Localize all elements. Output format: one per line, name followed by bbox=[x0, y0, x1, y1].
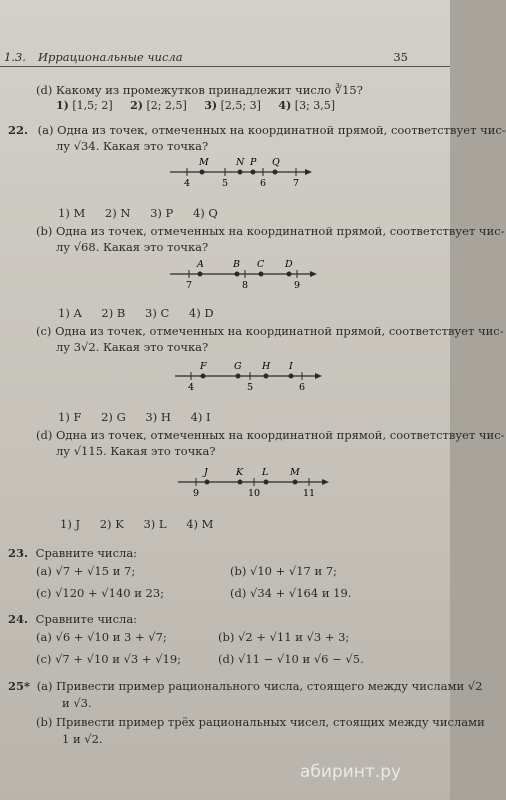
question-text: Одна из точек, отмеченных на координатной прямой, соответствует чис- bbox=[57, 123, 506, 137]
tick-label: 11 bbox=[303, 488, 316, 499]
answer-option: 3) P bbox=[150, 206, 174, 220]
tick-label: 7 bbox=[293, 178, 300, 189]
question-text: (a) Привести пример рационального числа, стоящего между числами √2 bbox=[36, 679, 483, 693]
p23-d: (d) √34 + √164 и 19. bbox=[230, 586, 352, 600]
answer-option: 3) L bbox=[143, 517, 167, 531]
answer-option: 4) M bbox=[186, 517, 214, 531]
number-line-22b bbox=[0, 256, 450, 294]
prev-d-question bbox=[36, 83, 363, 97]
question-text: Одна из точек, отмеченных на координатной прямой, соответствует чис- bbox=[56, 428, 505, 442]
p23-c: (c) √120 + √140 и 23; bbox=[36, 586, 165, 600]
answer-num: 4) bbox=[278, 99, 292, 112]
tick-label: 4 bbox=[188, 382, 195, 393]
p23-title bbox=[8, 546, 137, 560]
answer-option: 4) Q bbox=[192, 206, 218, 220]
number-line-22a bbox=[0, 154, 450, 192]
answer-option: 4) I bbox=[190, 410, 211, 424]
prev-d-answers bbox=[56, 99, 335, 112]
point-label: B bbox=[233, 259, 240, 270]
p22-d-line2: лу √115. Какая это точка? bbox=[56, 444, 216, 458]
answer-option: 2) K bbox=[99, 517, 124, 531]
p23-b: (b) √10 + √17 и 7; bbox=[230, 564, 338, 578]
section-number: 1.3. bbox=[4, 50, 26, 64]
question-text: Одна из точек, отмеченных на координатной прямой, соответствует чис- bbox=[56, 224, 505, 238]
question-text: Сравните числа: bbox=[35, 612, 138, 626]
problem-number: 25* bbox=[8, 679, 31, 693]
p22-b-line1 bbox=[36, 224, 505, 238]
tick-label: 5 bbox=[247, 382, 254, 393]
problem-number: 23. bbox=[8, 546, 29, 560]
point-label: M bbox=[199, 157, 209, 168]
p22-c-line2: лу 3√2. Какая это точка? bbox=[56, 340, 209, 354]
answer-option: [2; 2,5] bbox=[146, 99, 187, 112]
answer-option: [1,5; 2] bbox=[72, 99, 113, 112]
tick-label: 10 bbox=[248, 488, 261, 499]
point-label: N bbox=[236, 157, 245, 168]
point-label: F bbox=[200, 361, 207, 372]
question-text: Какому из промежутков принадлежит число ∛15? bbox=[56, 83, 363, 97]
p22-a-line2: лу √34. Какая это точка? bbox=[56, 139, 209, 153]
p24-d: (d) √11 − √10 и √6 − √5. bbox=[218, 652, 364, 666]
tick-label: 9 bbox=[294, 280, 301, 291]
p24-b: (b) √2 + √11 и √3 + 3; bbox=[218, 630, 350, 644]
p22-c-line1 bbox=[36, 324, 504, 338]
page-number: 35 bbox=[393, 50, 408, 64]
problem-number: 24. bbox=[8, 612, 29, 626]
problem-number: 22. bbox=[8, 123, 29, 137]
item-label: (b) bbox=[36, 224, 53, 238]
p22-d-answers bbox=[60, 517, 213, 531]
p22-a-line1 bbox=[8, 123, 506, 137]
answer-option: 1) A bbox=[58, 306, 82, 320]
section-title: Иррациональные числа bbox=[38, 50, 183, 64]
item-label: (d) bbox=[36, 83, 53, 97]
point-label: L bbox=[262, 467, 269, 478]
p24-title bbox=[8, 612, 137, 626]
answer-option: [2,5; 3] bbox=[220, 99, 261, 112]
answer-num: 3) bbox=[204, 99, 218, 112]
number-line-22c bbox=[0, 358, 450, 396]
point-label: G bbox=[234, 361, 242, 372]
question-text: Сравните числа: bbox=[35, 546, 138, 560]
watermark-logo bbox=[300, 762, 401, 782]
p22-d-line1 bbox=[36, 428, 505, 442]
p25-b-line1: (b) Привести пример трёх рациональных чисел, стоящих между числами bbox=[36, 715, 485, 729]
question-text: Одна из точек, отмеченных на координатной прямой, соответствует чис- bbox=[55, 324, 504, 338]
answer-option: 3) C bbox=[145, 306, 170, 320]
answer-option: 1) J bbox=[60, 517, 81, 531]
answer-option: 2) G bbox=[101, 410, 126, 424]
p23-a: (a) √7 + √15 и 7; bbox=[36, 564, 136, 578]
answer-option: 1) F bbox=[58, 410, 82, 424]
answer-num: 2) bbox=[130, 99, 143, 112]
point-label: P bbox=[250, 157, 257, 168]
p25-a-line2: и √3. bbox=[62, 696, 92, 710]
answer-option: 2) N bbox=[104, 206, 131, 220]
point-label: I bbox=[289, 361, 293, 372]
item-label: (a) bbox=[37, 123, 54, 137]
number-line-22d bbox=[0, 462, 450, 502]
point-label: Q bbox=[272, 157, 280, 168]
p24-a: (a) √6 + √10 и 3 + √7; bbox=[36, 630, 167, 644]
answer-option: 1) M bbox=[58, 206, 86, 220]
answer-option: [3; 3,5] bbox=[294, 99, 336, 112]
p22-a-answers bbox=[58, 206, 218, 220]
tick-label: 6 bbox=[260, 178, 267, 189]
p22-c-answers bbox=[58, 410, 211, 424]
p25-b-line2: 1 и √2. bbox=[62, 732, 103, 746]
point-label: M bbox=[290, 467, 300, 478]
answer-option: 3) H bbox=[145, 410, 171, 424]
tick-label: 6 bbox=[299, 382, 306, 393]
point-label: K bbox=[236, 467, 244, 478]
tick-label: 5 bbox=[222, 178, 229, 189]
tick-label: 8 bbox=[242, 280, 249, 291]
page-header bbox=[0, 44, 450, 67]
point-label: D bbox=[285, 259, 293, 270]
answer-option: 4) D bbox=[188, 306, 214, 320]
p25-a-line1 bbox=[8, 679, 482, 693]
p22-b-answers bbox=[58, 306, 214, 320]
tick-label: 4 bbox=[184, 178, 191, 189]
p24-c: (c) √7 + √10 и √3 + √19; bbox=[36, 652, 182, 666]
item-label: (c) bbox=[36, 324, 52, 338]
watermark-text: абиринт.ру bbox=[300, 762, 402, 782]
item-label: (d) bbox=[36, 428, 53, 442]
tick-label: 7 bbox=[186, 280, 193, 291]
answer-num: 1) bbox=[56, 99, 69, 112]
answer-option: 2) B bbox=[101, 306, 126, 320]
point-label: C bbox=[257, 259, 265, 270]
tick-label: 9 bbox=[193, 488, 200, 499]
p22-b-line2: лу √68. Какая это точка? bbox=[56, 240, 209, 254]
point-label: H bbox=[262, 361, 271, 372]
point-label: J bbox=[204, 467, 208, 478]
point-label: A bbox=[197, 259, 204, 270]
